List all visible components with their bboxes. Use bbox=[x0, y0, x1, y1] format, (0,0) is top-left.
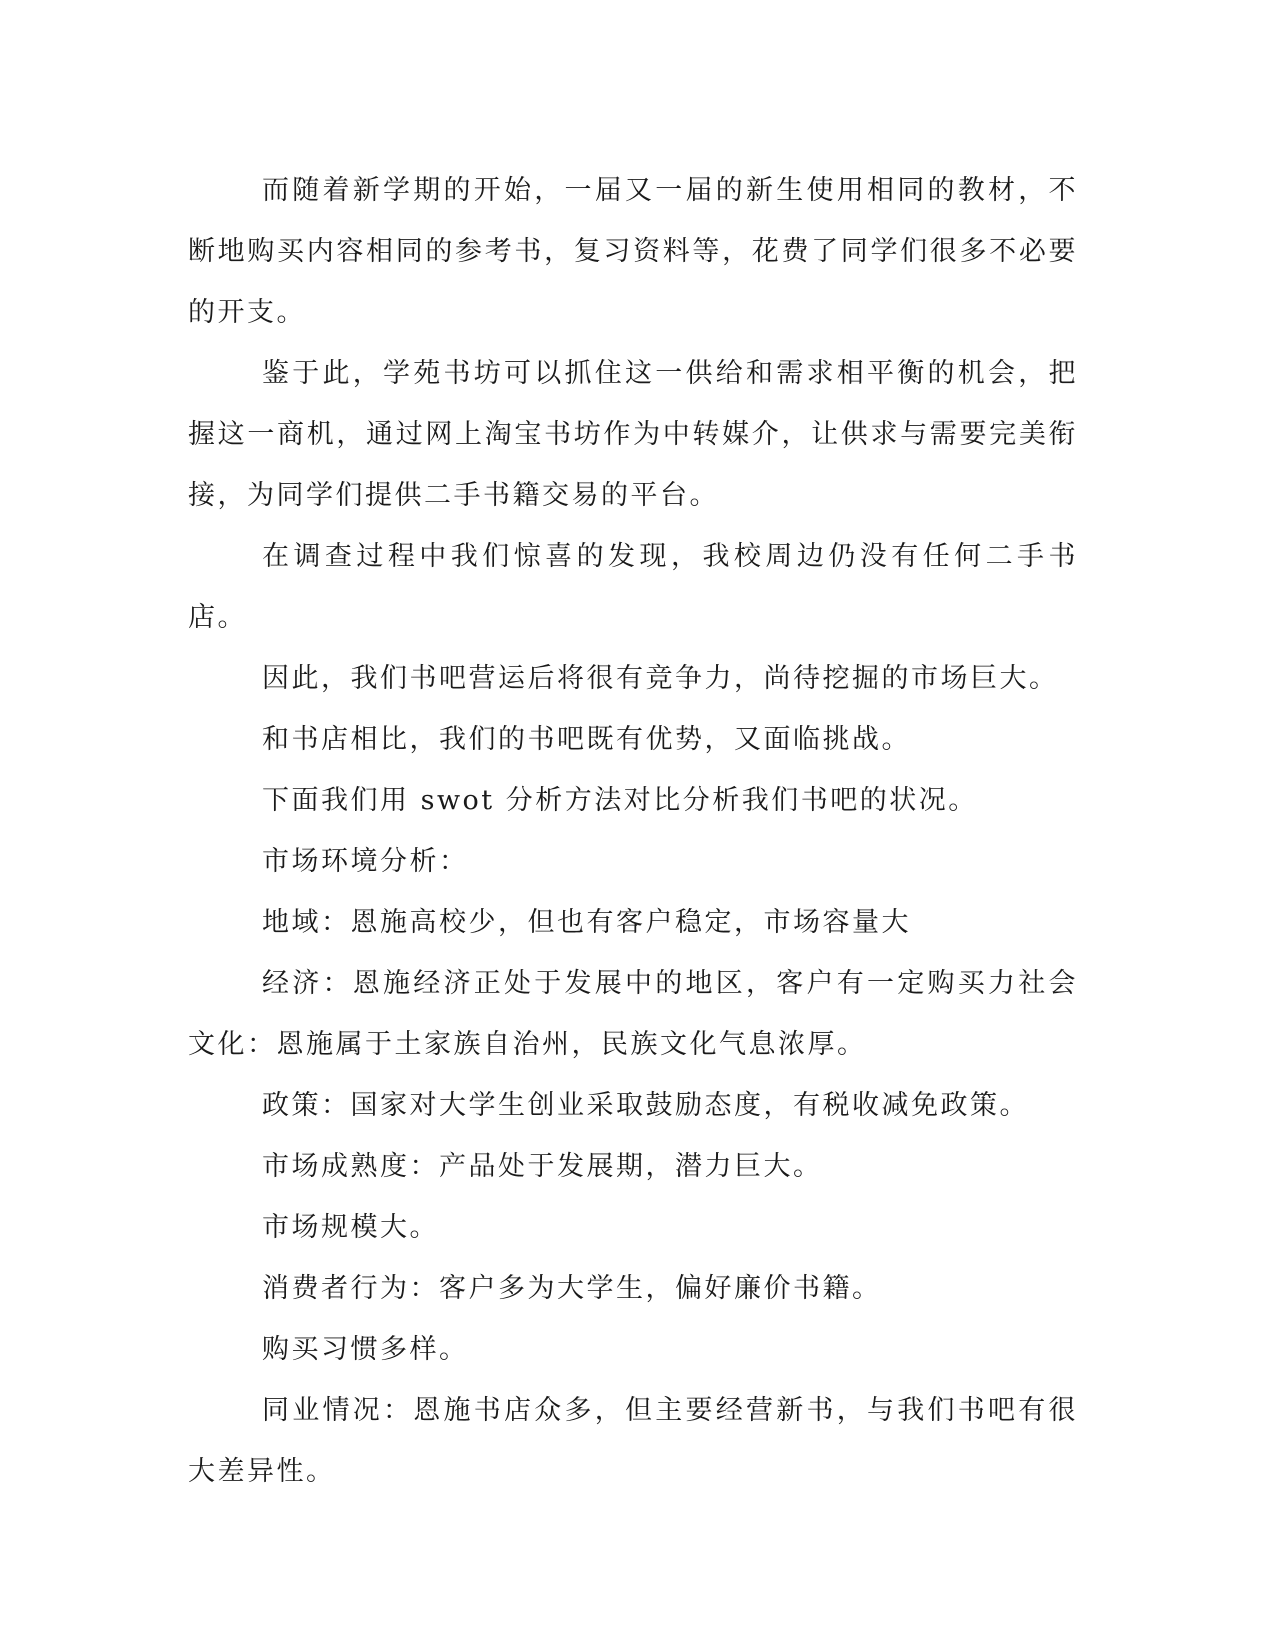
paragraph-textbook-costs: 而随着新学期的开始，一届又一届的新生使用相同的教材，不断地购买内容相同的参考书，复习资料等，花费了同学们很多不必要的开支。 bbox=[188, 175, 1078, 328]
paragraph-region: 地域：恩施高校少，但也有客户稳定，市场容量大 bbox=[262, 907, 911, 938]
paragraph-swot-intro: 下面我们用 swot 分析方法对比分析我们书吧的状况。 bbox=[262, 785, 978, 816]
paragraph-policy: 政策：国家对大学生创业采取鼓励态度，有税收减免政策。 bbox=[262, 1090, 1029, 1121]
paragraph-consumer-behavior: 消费者行为：客户多为大学生，偏好廉价书籍。 bbox=[262, 1273, 882, 1304]
paragraph-market-maturity: 市场成熟度：产品处于发展期，潜力巨大。 bbox=[262, 1151, 823, 1182]
paragraph-market-scale: 市场规模大。 bbox=[262, 1212, 439, 1243]
paragraph-competitors: 同业情况：恩施书店众多，但主要经营新书，与我们书吧有很大差异性。 bbox=[188, 1395, 1078, 1487]
heading-market-environment: 市场环境分析： bbox=[262, 846, 469, 877]
paragraph-comparison: 和书店相比，我们的书吧既有优势，又面临挑战。 bbox=[262, 724, 911, 755]
document-body bbox=[188, 160, 1078, 1502]
paragraph-opportunity: 鉴于此，学苑书坊可以抓住这一供给和需求相平衡的机会，把握这一商机，通过网上淘宝书坊作为中转媒介，让供求与需要完美衔接，为同学们提供二手书籍交易的平台。 bbox=[188, 358, 1078, 511]
paragraph-economy-culture: 经济：恩施经济正处于发展中的地区，客户有一定购买力社会文化：恩施属于土家族自治州，民族文化气息浓厚。 bbox=[188, 968, 1078, 1060]
paragraph-purchase-habits: 购买习惯多样。 bbox=[262, 1334, 469, 1365]
paragraph-survey-finding: 在调查过程中我们惊喜的发现，我校周边仍没有任何二手书店。 bbox=[188, 541, 1078, 633]
paragraph-competitiveness: 因此，我们书吧营运后将很有竞争力，尚待挖掘的市场巨大。 bbox=[262, 663, 1059, 694]
